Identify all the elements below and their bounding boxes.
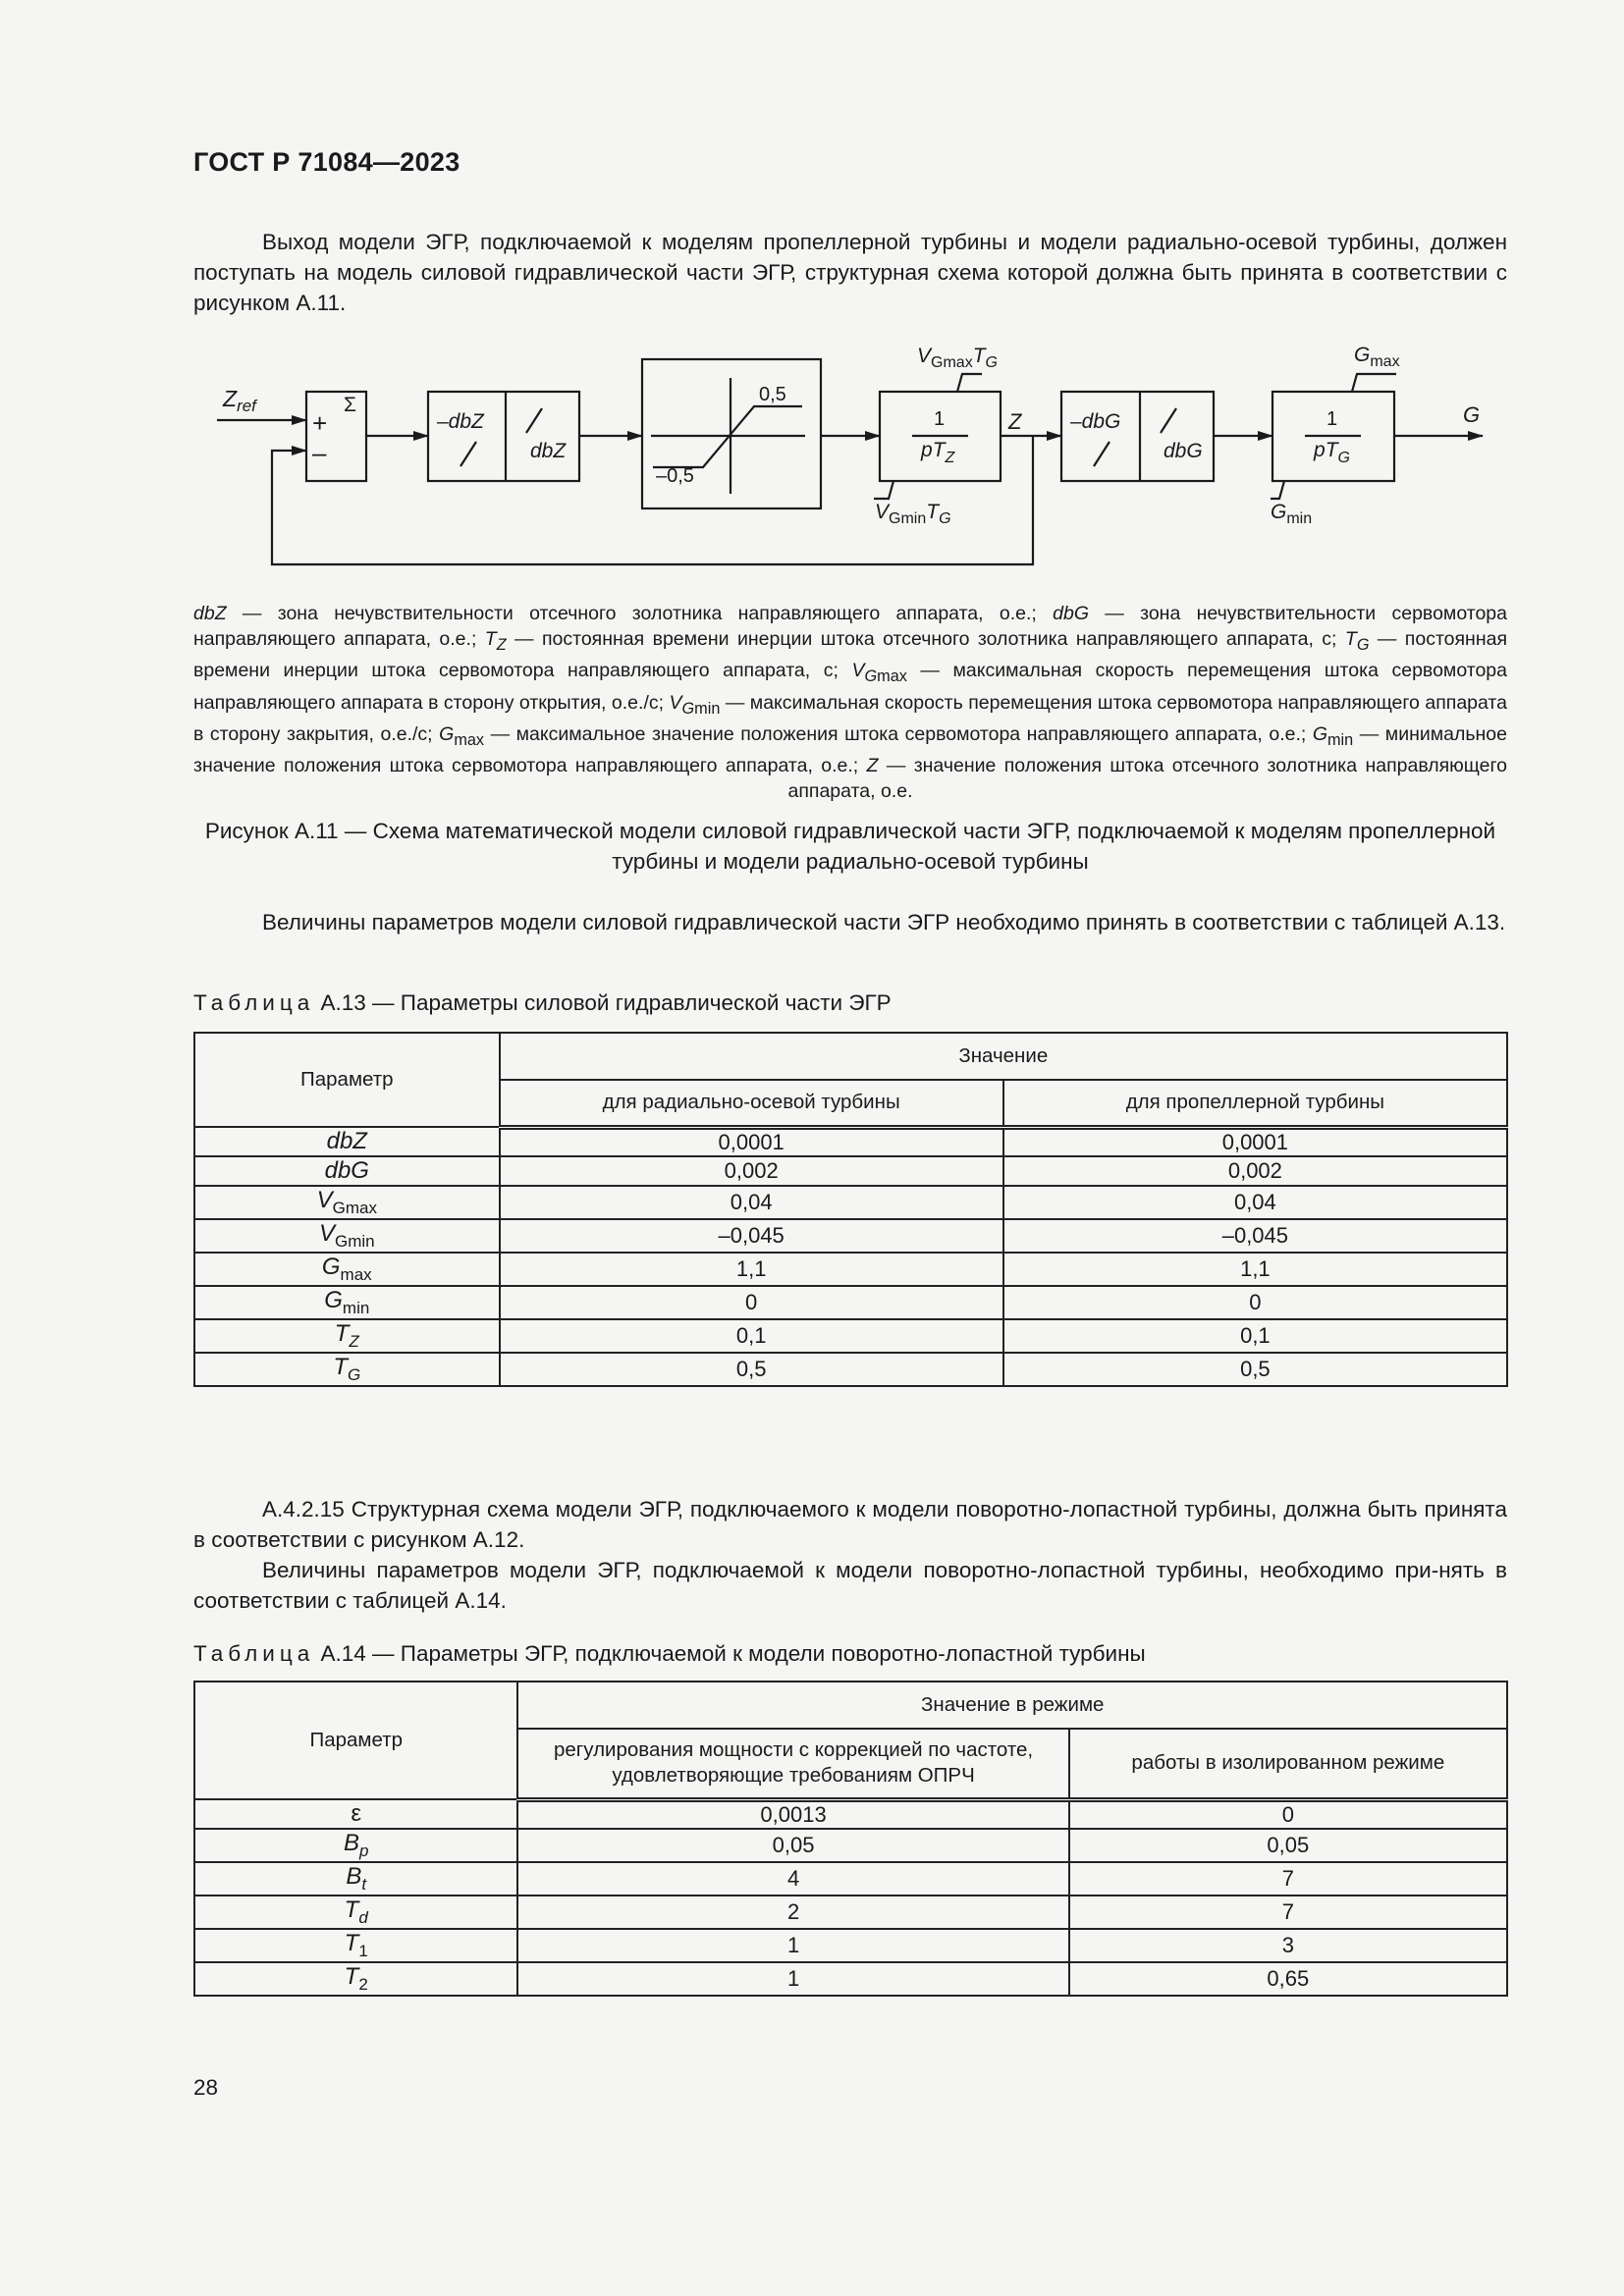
table13-row	[194, 1253, 1507, 1286]
table14-param-cell: $B_t$	[194, 1862, 517, 1896]
table14-mode2-cell: 3	[1069, 1929, 1507, 1962]
figure-legend: dbZ — зона нечувствительности отсечного золотника направляющего аппарата, о.е.; dbG — зона нечувствительности сервомотора направляющего аппарата, о.е.; $T_Z$ — постоянная времени инерции штока отсечного золотника направляющего аппарата, с; $T_G$ — постоянная времени инерции штока сервомотора направляющего аппарата, с; $V_{Gmax}$ — максимальная скорость перемещения штока сервомотора направляющего аппарата в сторону открытия, о.е./с; $V_{Gmin}$ — максимальная скорость перемещения штока сервомотора направляющего аппарата в сторону закрытия, о.е./с; $G_{max}$ — максимальное значение положения штока сервомотора направляющего аппарата, о.е.; $G_{min}$ — минимальное значение положения штока сервомотора направляющего аппарата, о.е.; Z — значение положения штока отсечного золотника направляющего аппарата, о.е.	[193, 603, 1508, 803]
table-a13	[193, 1032, 1508, 1387]
table13-radial-cell: 0,5	[500, 1353, 1003, 1386]
table14-param-cell: $B_p$	[194, 1829, 517, 1862]
vgmin-tg-label: $V_{Gmin}T_G$	[875, 501, 951, 527]
table14-mode2-cell: 0	[1069, 1799, 1507, 1829]
table14-value-header: Значение в режиме	[517, 1682, 1507, 1729]
table13-param-cell: dbG	[194, 1156, 500, 1186]
table14-mode1-cell: 1	[517, 1929, 1068, 1962]
table13-propeller-cell: 0,04	[1003, 1186, 1507, 1219]
table14-mode1-cell: 2	[517, 1896, 1068, 1929]
table13-row	[194, 1156, 1507, 1186]
table14-mode2-cell: 0,05	[1069, 1829, 1507, 1862]
table13-radial-cell: 0	[500, 1286, 1003, 1319]
table13-radial-cell: 0,04	[500, 1186, 1003, 1219]
table13-propeller-cell: 0,002	[1003, 1156, 1507, 1186]
vgmax-tg-label: $V_{Gmax}T_G$	[917, 345, 998, 371]
deadzone-z-left-label: –dbZ	[437, 410, 484, 433]
table13-param-cell: dbZ	[194, 1127, 500, 1156]
table13-radial-header: для радиально-осевой турбины	[500, 1080, 1003, 1127]
table14-mode1-cell: 0,0013	[517, 1799, 1068, 1829]
block-diagram	[0, 0, 1624, 589]
table13-radial-cell: 0,002	[500, 1156, 1003, 1186]
deadzone-g-right-label: dbG	[1164, 440, 1203, 462]
table13-param-cell: $V_{Gmax}$	[194, 1186, 500, 1219]
minus-sign: –	[312, 438, 327, 467]
table14-param-cell: $T_1$	[194, 1929, 517, 1962]
table13-row	[194, 1319, 1507, 1353]
table14-row	[194, 1799, 1507, 1829]
deadzone-z-block	[428, 392, 579, 481]
integrator-z-numerator: 1	[934, 408, 946, 430]
plus-sign: +	[312, 408, 328, 438]
table13-propeller-cell: 1,1	[1003, 1253, 1507, 1286]
table13-row	[194, 1286, 1507, 1319]
table14-mode2-cell: 7	[1069, 1862, 1507, 1896]
table13-row	[194, 1186, 1507, 1219]
intro-paragraph: Выход модели ЭГР, подключаемой к моделям пропеллерной турбины и модели радиально-осевой турбины, должен поступать на модель силовой гидравлической части ЭГР, структурная схема которой должна быть принята в соответствии с рисунком А.11.	[193, 230, 1507, 315]
table14-row	[194, 1896, 1507, 1929]
table13-caption: Таблица А.13 — Параметры силовой гидравлической части ЭГР	[193, 990, 892, 1015]
table14-mode1-cell: 1	[517, 1962, 1068, 1996]
table14-param-header: Параметр	[194, 1682, 517, 1799]
table13-propeller-cell: 0,0001	[1003, 1127, 1507, 1156]
table13-propeller-cell: 0,5	[1003, 1353, 1507, 1386]
table14-param-cell: $T_2$	[194, 1962, 517, 1996]
table-a14	[193, 1681, 1508, 1997]
table14-mode1-header: регулирования мощности с коррекцией по частоте, удовлетворяющие требованиям ОПРЧ	[517, 1729, 1068, 1799]
table13-propeller-header: для пропеллерной турбины	[1003, 1080, 1507, 1127]
feedback-line	[272, 436, 1033, 564]
table14-mode2-cell: 0,65	[1069, 1962, 1507, 1996]
saturation-lower-label: –0,5	[656, 465, 694, 487]
table13-radial-cell: 1,1	[500, 1253, 1003, 1286]
table14-row	[194, 1929, 1507, 1962]
table14-mode2-header: работы в изолированном режиме	[1069, 1729, 1507, 1799]
document-header: ГОСТ Р 71084—2023	[193, 147, 460, 177]
integrator-z-denominator: $pT_Z$	[921, 439, 955, 466]
deadzone-g-left-label: –dbG	[1070, 410, 1121, 433]
gmax-label: $G_{max}$	[1354, 344, 1400, 370]
paragraph-a14: Величины параметров модели ЭГР, подключаемой к модели поворотно-лопастной турбины, необходимо при-нять в соответствии с таблицей А.14.	[193, 1558, 1507, 1613]
table13-row	[194, 1353, 1507, 1386]
table13-radial-cell: 0,1	[500, 1319, 1003, 1353]
table13-propeller-cell: 0	[1003, 1286, 1507, 1319]
deadzone-g-block	[1061, 392, 1214, 481]
table14-row	[194, 1962, 1507, 1996]
saturation-upper-label: 0,5	[759, 384, 786, 405]
table14-param-cell: $T_d$	[194, 1896, 517, 1929]
z-signal-label: Z	[1008, 409, 1022, 434]
table13-param-cell: $G_{max}$	[194, 1253, 500, 1286]
figure-caption: Рисунок А.11 — Схема математической модели силовой гидравлической части ЭГР, подключаемой к моделям пропеллерной турбины и модели радиально-осевой турбины	[204, 819, 1496, 874]
gmin-label: $G_{min}$	[1271, 501, 1313, 527]
integrator-g-denominator: $pT_G$	[1314, 439, 1350, 466]
table13-propeller-cell: –0,045	[1003, 1219, 1507, 1253]
table13-param-cell: $T_Z$	[194, 1319, 500, 1353]
table14-mode2-cell: 7	[1069, 1896, 1507, 1929]
table14-mode1-cell: 0,05	[517, 1829, 1068, 1862]
sum-symbol: Σ	[344, 394, 356, 416]
table13-param-cell: $T_G$	[194, 1353, 500, 1386]
table13-param-cell: $V_{Gmin}$	[194, 1219, 500, 1253]
table13-radial-cell: 0,0001	[500, 1127, 1003, 1156]
table14-row	[194, 1829, 1507, 1862]
table13-param-header: Параметр	[194, 1033, 500, 1127]
table13-radial-cell: –0,045	[500, 1219, 1003, 1253]
integrator-g-numerator: 1	[1326, 408, 1338, 430]
table13-param-cell: $G_{min}$	[194, 1286, 500, 1319]
output-label: G	[1463, 402, 1481, 427]
values-paragraph: Величины параметров модели силовой гидравлической части ЭГР необходимо принять в соответствии с таблицей А.13.	[262, 910, 1506, 934]
table13-row	[194, 1127, 1507, 1156]
input-label: $Z_{ref}$	[223, 386, 256, 415]
table14-caption: Таблица А.14 — Параметры ЭГР, подключаемой к модели поворотно-лопастной турбины	[193, 1641, 1146, 1666]
table13-row	[194, 1219, 1507, 1253]
table13-propeller-cell: 0,1	[1003, 1319, 1507, 1353]
paragraph-a4215: А.4.2.15 Структурная схема модели ЭГР, подключаемого к модели поворотно-лопастной турбины, должна быть принята в соответствии с рисунком А.12.	[193, 1497, 1507, 1552]
page-number: 28	[193, 2075, 219, 2100]
table14-param-cell: ε	[194, 1799, 517, 1829]
table13-value-header: Значение	[500, 1033, 1507, 1080]
table14-row	[194, 1862, 1507, 1896]
deadzone-z-right-label: dbZ	[530, 440, 567, 462]
table14-mode1-cell: 4	[517, 1862, 1068, 1896]
